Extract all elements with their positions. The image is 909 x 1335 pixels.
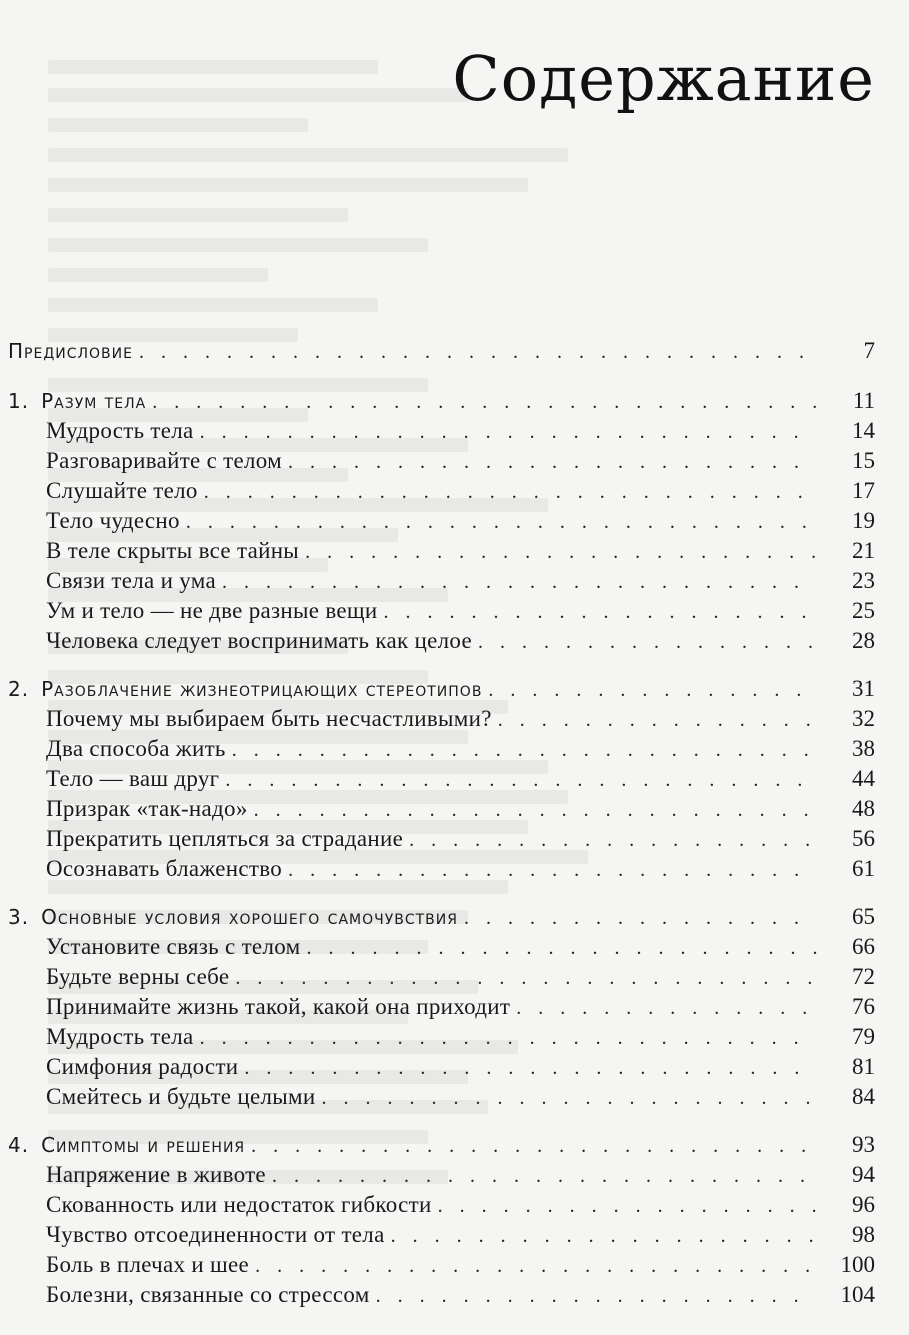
toc-section-row xyxy=(0,448,909,478)
page-number: 25 xyxy=(852,598,875,623)
toc-section-row xyxy=(0,706,909,736)
dot-leader xyxy=(383,601,817,624)
toc-title-text: Связи тела и ума xyxy=(46,568,216,593)
toc-title-wrap xyxy=(0,339,817,364)
toc-chapter-row xyxy=(0,1132,909,1162)
toc-section-row xyxy=(0,1084,909,1114)
section-title xyxy=(46,1084,321,1110)
toc-title-text: Боль в плечах и шее xyxy=(46,1252,250,1277)
section-title xyxy=(46,1192,438,1218)
page-number: 44 xyxy=(852,766,875,791)
toc-section-row xyxy=(0,736,909,766)
toc-title-wrap xyxy=(0,826,817,852)
section-title xyxy=(46,766,225,792)
section-title xyxy=(46,478,204,504)
toc-title-text: Предисловие xyxy=(8,339,133,363)
dot-leader xyxy=(200,1027,817,1050)
chapter-number: 2. xyxy=(8,677,30,701)
page-number: 94 xyxy=(852,1162,875,1187)
page-number: 7 xyxy=(863,338,875,363)
section-title xyxy=(46,934,306,960)
chapter-number: 3. xyxy=(8,905,30,929)
page-number: 76 xyxy=(852,994,875,1019)
section-title xyxy=(46,1222,391,1248)
toc-section-row xyxy=(0,1222,909,1252)
page-number: 72 xyxy=(852,964,875,989)
toc-title-text: Установите связь с телом xyxy=(46,934,301,959)
section-title xyxy=(46,598,383,624)
chapter-title xyxy=(8,677,488,701)
section-title xyxy=(46,628,478,654)
toc-section-row xyxy=(0,568,909,598)
toc-chapter-row xyxy=(0,338,909,368)
page-number: 19 xyxy=(852,508,875,533)
chapter-title xyxy=(8,905,464,929)
toc-section-row xyxy=(0,1192,909,1222)
dot-leader xyxy=(478,631,817,654)
toc-section-row xyxy=(0,1024,909,1054)
toc-title-text: Осознавать блаженство xyxy=(46,856,283,881)
toc-section-row xyxy=(0,478,909,508)
toc-section-row xyxy=(0,508,909,538)
toc-title-text: Смейтесь и будьте целыми xyxy=(46,1084,316,1109)
dot-leader xyxy=(464,907,817,930)
section-title xyxy=(46,538,305,564)
page-number: 38 xyxy=(852,736,875,761)
toc-title-text: Тело — ваш друг xyxy=(46,766,220,791)
toc-title-wrap xyxy=(0,964,817,990)
page-title: Содержание xyxy=(452,42,875,115)
dot-leader xyxy=(321,1087,817,1110)
toc-title-text: Почему мы выбираем быть несчастливыми? xyxy=(46,706,492,731)
toc-section-row xyxy=(0,964,909,994)
chapter-title xyxy=(8,389,152,413)
page-number: 100 xyxy=(840,1252,875,1277)
toc-title-wrap xyxy=(0,1024,817,1050)
dot-leader xyxy=(204,481,817,504)
toc-section-row xyxy=(0,628,909,658)
toc-chapter-row xyxy=(0,388,909,418)
toc-title-text: Болезни, связанные со стрессом xyxy=(46,1282,370,1307)
toc-title-wrap xyxy=(0,934,817,960)
dot-leader xyxy=(186,511,817,534)
toc-title-text: Два способа жить xyxy=(46,736,226,761)
toc-title-text: Разоблачение жизнеотрицающих стереотипов xyxy=(41,677,483,701)
toc-section-row xyxy=(0,1282,909,1312)
toc-title-wrap xyxy=(0,508,817,534)
toc-section-row xyxy=(0,934,909,964)
section-title xyxy=(46,964,235,990)
toc-title-wrap xyxy=(0,706,817,732)
toc-chapter-row xyxy=(0,904,909,934)
toc-section-row xyxy=(0,1162,909,1192)
toc-title-wrap xyxy=(0,1222,817,1248)
toc-section-row xyxy=(0,1252,909,1282)
dot-leader xyxy=(391,1225,817,1248)
toc-title-wrap xyxy=(0,538,817,564)
toc-title-wrap xyxy=(0,856,817,882)
section-title xyxy=(46,1024,200,1050)
page-number: 104 xyxy=(840,1282,875,1307)
toc-title-wrap xyxy=(0,568,817,594)
page-number: 56 xyxy=(852,826,875,851)
toc-title-text: Симфония радости xyxy=(46,1054,239,1079)
page-number: 15 xyxy=(852,448,875,473)
toc-title-text: Прекратить цепляться за страдание xyxy=(46,826,404,851)
section-title xyxy=(46,826,409,852)
chapter-title xyxy=(8,339,139,363)
dot-leader xyxy=(200,421,817,444)
toc-section-row xyxy=(0,994,909,1024)
page-number: 32 xyxy=(852,706,875,731)
toc-title-text: Разговаривайте с телом xyxy=(46,448,283,473)
dot-leader xyxy=(376,1285,817,1308)
toc-title-wrap xyxy=(0,478,817,504)
dot-leader xyxy=(139,341,817,364)
page-number: 98 xyxy=(852,1222,875,1247)
toc-title-wrap xyxy=(0,677,817,702)
dot-leader xyxy=(288,451,817,474)
toc-title-wrap xyxy=(0,994,817,1020)
chapter-title xyxy=(8,1133,251,1157)
toc-title-text: В теле скрыты все тайны xyxy=(46,538,300,563)
section-title xyxy=(46,736,232,762)
section-title xyxy=(46,796,254,822)
page-number: 21 xyxy=(852,538,875,563)
dot-leader xyxy=(306,937,817,960)
dot-leader xyxy=(288,859,817,882)
chapter-number: 4. xyxy=(8,1133,30,1157)
toc-title-wrap xyxy=(0,736,817,762)
page-number: 96 xyxy=(852,1192,875,1217)
toc-title-wrap xyxy=(0,628,817,654)
toc-title-wrap xyxy=(0,1162,817,1188)
dot-leader xyxy=(225,769,817,792)
dot-leader xyxy=(244,1057,817,1080)
toc-title-text: Принимайте жизнь такой, какой она приходит xyxy=(46,994,511,1019)
toc-title-text: Скованность или недостаток гибкости xyxy=(46,1192,432,1217)
toc-title-wrap xyxy=(0,1084,817,1110)
toc-title-wrap xyxy=(0,1133,817,1158)
toc-title-text: Тело чудесно xyxy=(46,508,180,533)
toc-title-wrap xyxy=(0,1252,817,1278)
toc-title-wrap xyxy=(0,418,817,444)
section-title xyxy=(46,1252,255,1278)
section-title xyxy=(46,568,222,594)
page-number: 65 xyxy=(852,904,875,929)
dot-leader xyxy=(255,1255,817,1278)
section-title xyxy=(46,1162,272,1188)
dot-leader xyxy=(498,709,817,732)
toc-title-text: Мудрость тела xyxy=(46,1024,194,1049)
dot-leader xyxy=(516,997,817,1020)
toc-title-text: Основные условия хорошего самочувствия xyxy=(41,905,458,929)
toc-title-wrap xyxy=(0,598,817,624)
toc-chapter-row xyxy=(0,676,909,706)
section-title xyxy=(46,706,498,732)
toc-title-wrap xyxy=(0,1282,817,1308)
toc-title-text: Напряжение в животе xyxy=(46,1162,266,1187)
dot-leader xyxy=(152,391,817,414)
dot-leader xyxy=(254,799,817,822)
page-number: 23 xyxy=(852,568,875,593)
toc-title-text: Мудрость тела xyxy=(46,418,194,443)
section-title xyxy=(46,1054,244,1080)
toc-title-wrap xyxy=(0,1192,817,1218)
dot-leader xyxy=(235,967,817,990)
page-number: 66 xyxy=(852,934,875,959)
toc-title-text: Чувство отсоединенности от тела xyxy=(46,1222,385,1247)
toc-title-wrap xyxy=(0,905,817,930)
page-number: 93 xyxy=(852,1132,875,1157)
section-title xyxy=(46,994,516,1020)
page-number: 84 xyxy=(852,1084,875,1109)
dot-leader xyxy=(438,1195,817,1218)
toc-title-wrap xyxy=(0,389,817,414)
toc-title-wrap xyxy=(0,448,817,474)
dot-leader xyxy=(488,679,817,702)
toc-section-row xyxy=(0,826,909,856)
section-title xyxy=(46,418,200,444)
section-title xyxy=(46,448,288,474)
toc-section-row xyxy=(0,796,909,826)
dot-leader xyxy=(272,1165,817,1188)
toc-title-text: Призрак «так-надо» xyxy=(46,796,248,821)
toc-title-wrap xyxy=(0,796,817,822)
page-number: 28 xyxy=(852,628,875,653)
page-number: 31 xyxy=(852,676,875,701)
toc-section-row xyxy=(0,1054,909,1084)
toc-title-text: Человека следует воспринимать как целое xyxy=(46,628,473,653)
toc-title-text: Разум тела xyxy=(41,389,147,413)
toc-section-row xyxy=(0,598,909,628)
page-number: 61 xyxy=(852,856,875,881)
dot-leader xyxy=(305,541,817,564)
toc-section-row xyxy=(0,856,909,886)
dot-leader xyxy=(232,739,817,762)
toc-title-text: Будьте верны себе xyxy=(46,964,230,989)
page-number: 11 xyxy=(852,388,875,413)
toc-title-text: Ум и тело — не две разные вещи xyxy=(46,598,378,623)
page-number: 48 xyxy=(852,796,875,821)
section-title xyxy=(46,1282,376,1308)
dot-leader xyxy=(251,1135,817,1158)
toc-section-row xyxy=(0,766,909,796)
toc-title-text: Симптомы и решения xyxy=(41,1133,246,1157)
dot-leader xyxy=(222,571,817,594)
page-number: 79 xyxy=(852,1024,875,1049)
chapter-number: 1. xyxy=(8,389,30,413)
toc-section-row xyxy=(0,418,909,448)
section-title xyxy=(46,856,288,882)
toc-title-wrap xyxy=(0,1054,817,1080)
page-number: 17 xyxy=(852,478,875,503)
toc-section-row xyxy=(0,538,909,568)
section-title xyxy=(46,508,186,534)
page-number: 14 xyxy=(852,418,875,443)
toc-title-text: Слушайте тело xyxy=(46,478,198,503)
toc-title-wrap xyxy=(0,766,817,792)
page-number: 81 xyxy=(852,1054,875,1079)
dot-leader xyxy=(409,829,817,852)
